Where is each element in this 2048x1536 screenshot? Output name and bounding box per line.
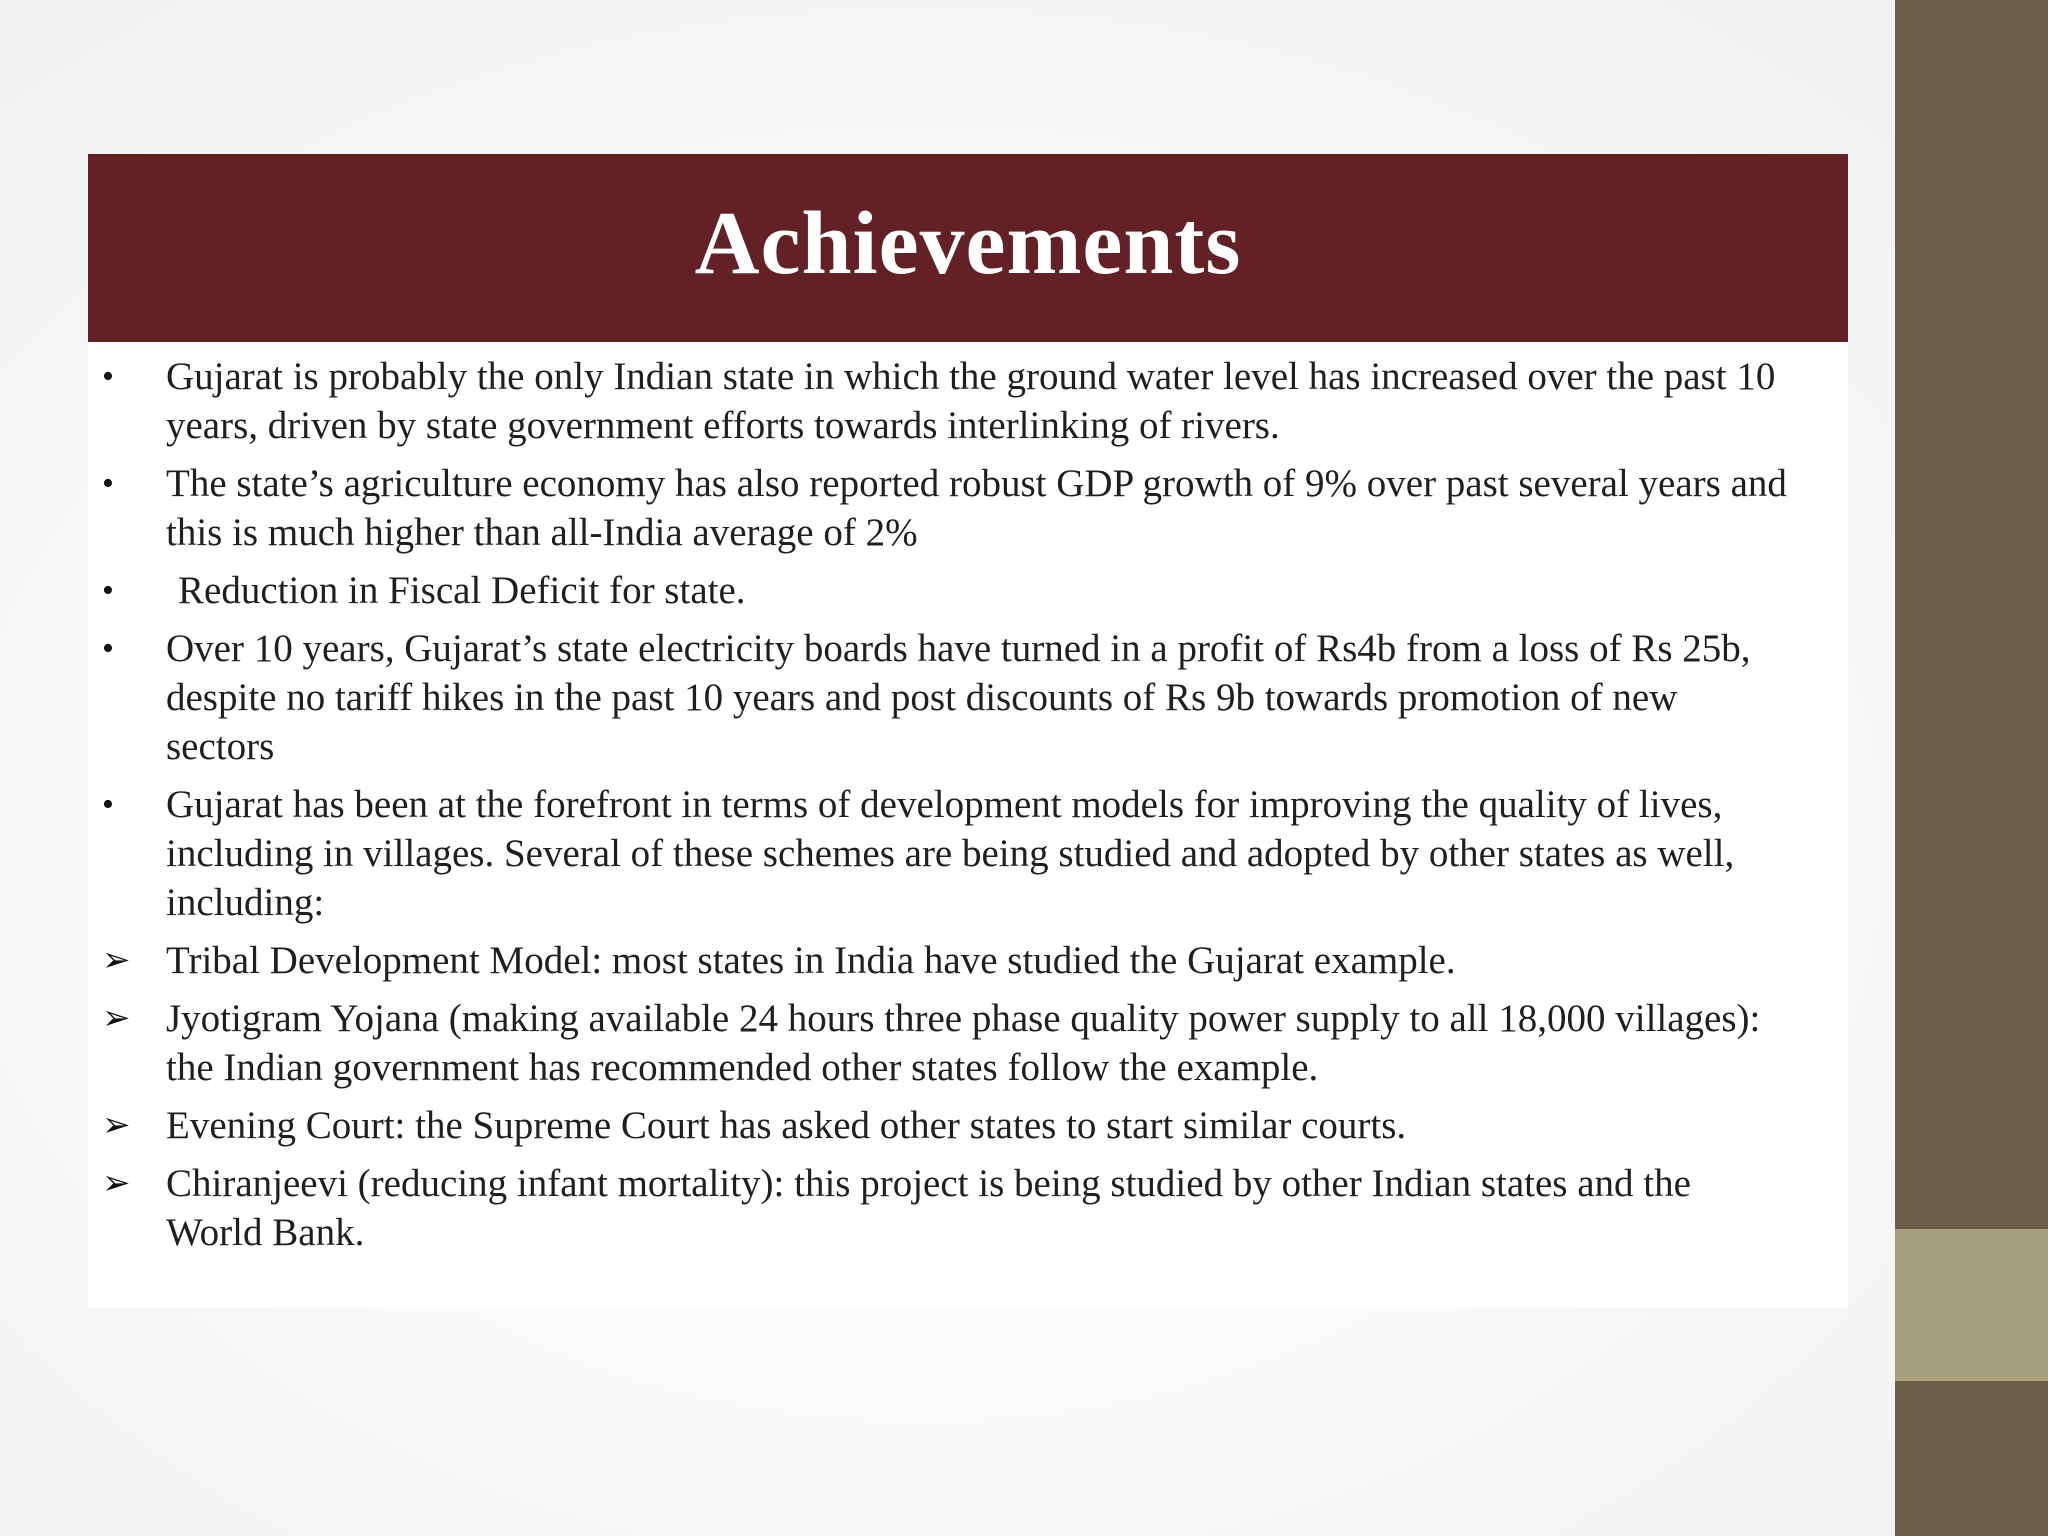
list-item-text: Gujarat has been at the forefront in terms of development models for improving the quality of lives, including in villages. Several of these schemes are being studied and adopted by other states as well, including: [166,783,1735,924]
list-item-text: Chiranjeevi (reducing infant mortality): this project is being studied by other Indian states and the World Bank. [166,1162,1691,1254]
list-item-text: Reduction in Fiscal Deficit for state. [178,569,746,612]
bullet-dot-icon: • [102,786,114,823]
list-item [88,1101,1788,1150]
list-item [88,459,1788,557]
slide-title: Achievements [694,193,1242,293]
arrowhead-bullet-icon: ➢ [102,942,131,979]
list-item [88,352,1788,450]
bullet-dot-icon: • [102,572,114,609]
list-item-text: Over 10 years, Gujarat’s state electricity boards have turned in a profit of Rs4b from a loss of Rs 25b, despite no tariff hikes in the past 10 years and post discounts of Rs 9b towards promotion of new sectors [166,627,1751,768]
arrowhead-bullet-icon: ➢ [102,1000,131,1037]
achievements-list [88,352,1848,1266]
list-item [88,994,1788,1092]
bullet-dot-icon: • [102,630,114,667]
side-decor-accent [1895,1229,2048,1381]
list-item [88,936,1788,985]
arrowhead-bullet-icon: ➢ [102,1165,131,1202]
arrowhead-bullet-icon: ➢ [102,1107,131,1144]
list-item-text: Jyotigram Yojana (making available 24 hours three phase quality power supply to all 18,000 villages): the Indian government has recommended other states follow the example. [166,997,1761,1089]
content-box [88,342,1848,1308]
list-item-text: The state’s agriculture economy has also reported robust GDP growth of 9% over past several years and this is much higher than all-India average of 2% [166,462,1787,554]
title-band [88,154,1848,342]
list-item [88,624,1788,771]
list-item-text: Gujarat is probably the only Indian state in which the ground water level has increased over the past 10 years, driven by state government efforts towards interlinking of rivers. [166,355,1776,447]
list-item-text: Tribal Development Model: most states in India have studied the Gujarat example. [166,939,1456,982]
bullet-dot-icon: • [102,358,114,395]
list-item-text: Evening Court: the Supreme Court has asked other states to start similar courts. [166,1104,1407,1147]
list-item [88,1159,1788,1257]
list-item [88,780,1788,927]
list-item [88,566,1788,615]
bullet-dot-icon: • [102,465,114,502]
